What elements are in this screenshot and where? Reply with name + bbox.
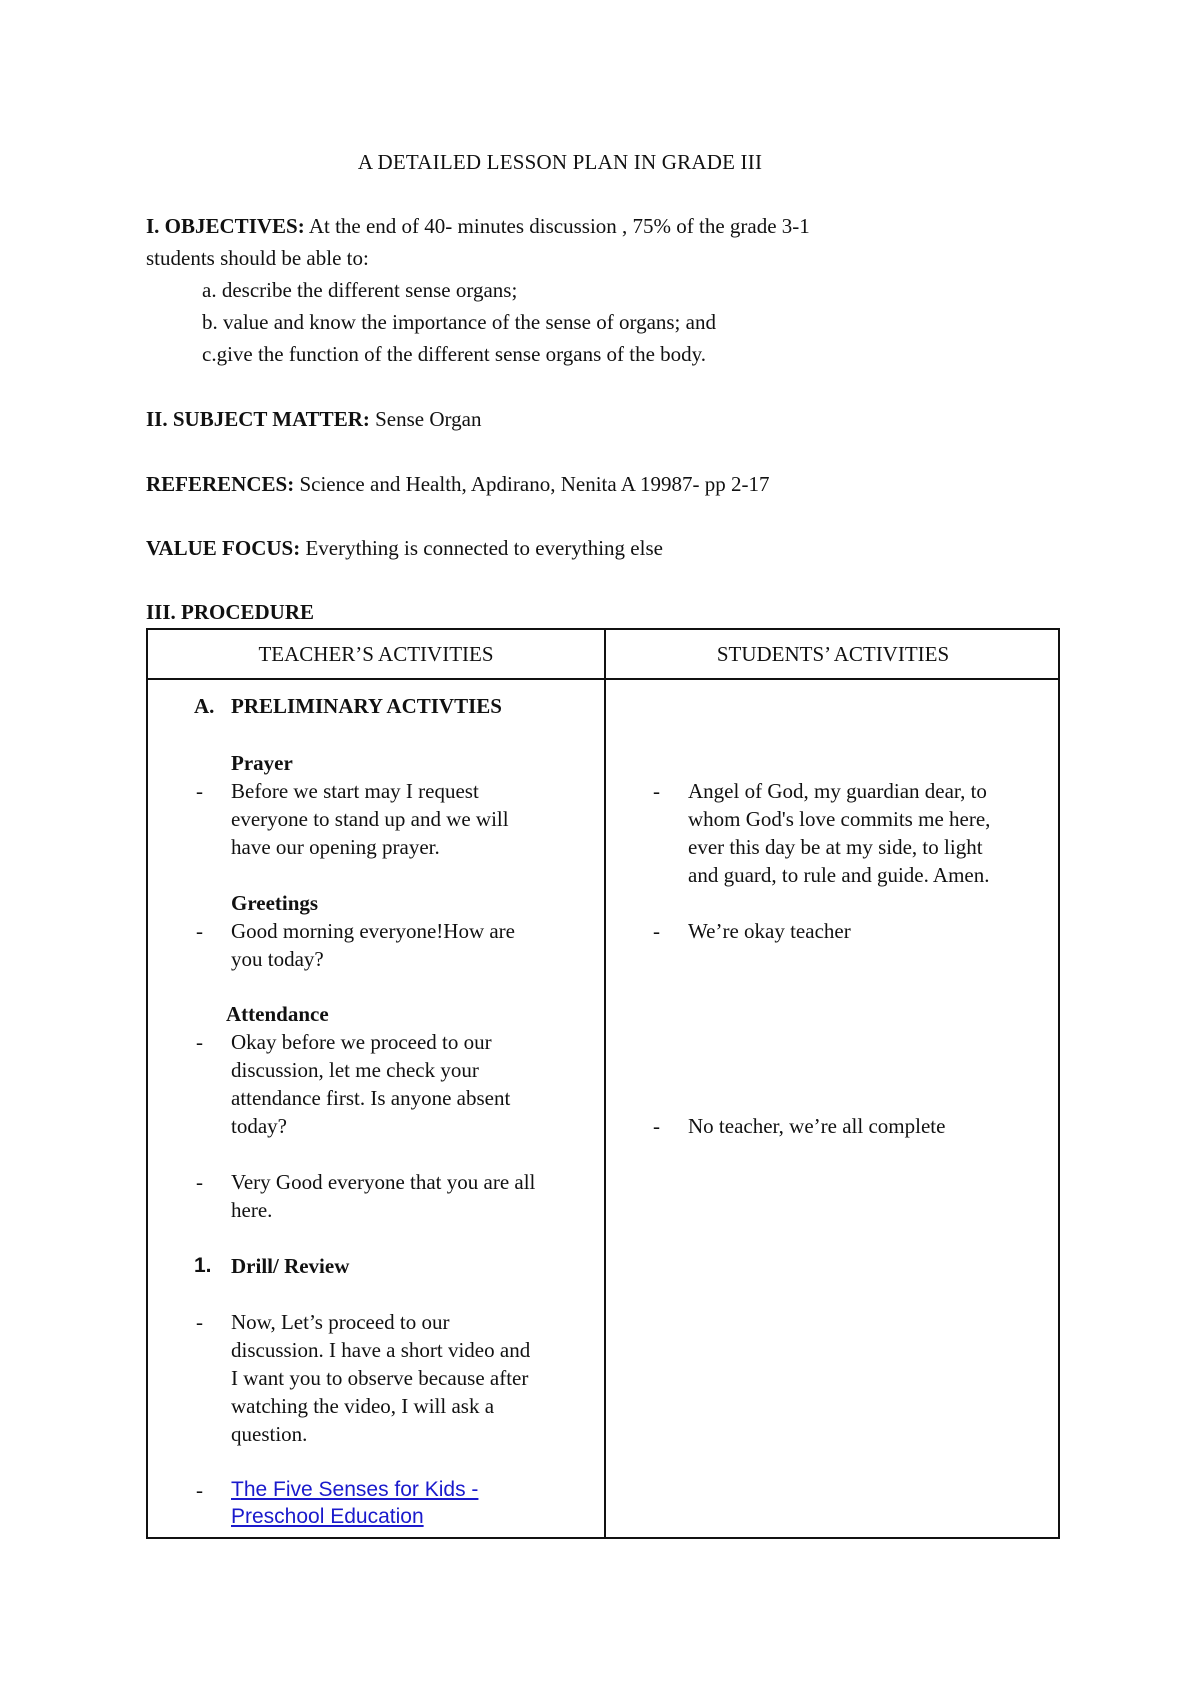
prayer-line: everyone to stand up and we will [231,807,509,831]
bullet-dash: - [196,919,203,943]
video-link[interactable]: The Five Senses for Kids - [231,1478,479,1501]
video-link[interactable]: Preschool Education [231,1505,424,1528]
bullet-dash: - [196,1170,203,1194]
greetings-heading: Greetings [231,891,319,915]
greetings-line: you today? [231,947,324,971]
teacher-activities-header: TEACHER’S ACTIVITIES [258,642,494,666]
student-greeting-reply: We’re okay teacher [688,919,851,943]
procedure-label: III. PROCEDURE [146,600,315,624]
subject-matter-line [146,405,481,433]
table-column-divider [604,630,606,1537]
subject-matter-label: II. SUBJECT MATTER: [146,407,370,431]
bullet-dash: - [196,1478,203,1502]
attendance-line: discussion, let me check your [231,1058,479,1082]
attendance-heading: Attendance [226,1002,329,1026]
document-title: A DETAILED LESSON PLAN IN GRADE III [357,150,763,174]
value-focus-value: Everything is connected to everything else [305,536,663,560]
value-focus-line [146,534,663,562]
student-prayer-line: whom God's love commits me here, [688,807,991,831]
references-line [146,470,770,498]
drill-line: watching the video, I will ask a [231,1394,495,1418]
prayer-heading: Prayer [231,751,293,775]
bullet-dash: - [196,1030,203,1054]
procedure-heading [146,598,314,626]
bullet-dash: - [653,779,660,803]
drill-number: 1. [194,1254,212,1277]
very-good-line: Very Good everyone that you are all [231,1170,536,1194]
bullet-dash: - [653,1114,660,1138]
objectives-text: At the end of 40- minutes discussion , 75% of the grade 3-1 [308,214,810,238]
section-letter: A. [194,694,215,718]
bullet-dash: - [196,1310,203,1334]
drill-line: discussion. I have a short video and [231,1338,531,1362]
students-activities-header: STUDENTS’ ACTIVITIES [716,642,950,666]
objectives-line [146,212,810,240]
objective-item-a: a. describe the different sense organs; [202,278,518,302]
bullet-dash: - [196,779,203,803]
student-prayer-line: and guard, to rule and guide. Amen. [688,863,990,887]
drill-line: question. [231,1422,308,1446]
subject-matter-value: Sense Organ [375,407,482,431]
table-header-divider [148,678,1058,680]
student-prayer-line: Angel of God, my guardian dear, to [688,779,987,803]
prayer-line: have our opening prayer. [231,835,440,859]
references-value: Science and Health, Apdirano, Nenita A 19987- pp 2-17 [299,472,770,496]
activities-table [146,628,1060,1539]
attendance-line: attendance first. Is anyone absent [231,1086,511,1110]
objective-item-c: c.give the function of the different sense organs of the body. [202,342,707,366]
attendance-line: today? [231,1114,287,1138]
drill-line: Now, Let’s proceed to our [231,1310,450,1334]
value-focus-label: VALUE FOCUS: [146,536,301,560]
references-label: REFERENCES: [146,472,295,496]
drill-heading: Drill/ Review [231,1254,350,1278]
prayer-line: Before we start may I request [231,779,479,803]
student-attendance-reply: No teacher, we’re all complete [688,1114,946,1138]
student-prayer-line: ever this day be at my side, to light [688,835,983,859]
objectives-label: I. OBJECTIVES: [146,214,305,238]
very-good-line: here. [231,1198,273,1222]
objectives-text-continued: students should be able to: [146,246,369,270]
section-title: PRELIMINARY ACTIVTIES [231,694,502,718]
bullet-dash: - [653,919,660,943]
drill-line: I want you to observe because after [231,1366,529,1390]
attendance-line: Okay before we proceed to our [231,1030,492,1054]
greetings-line: Good morning everyone!How are [231,919,515,943]
objective-item-b: b. value and know the importance of the sense of organs; and [202,310,716,334]
